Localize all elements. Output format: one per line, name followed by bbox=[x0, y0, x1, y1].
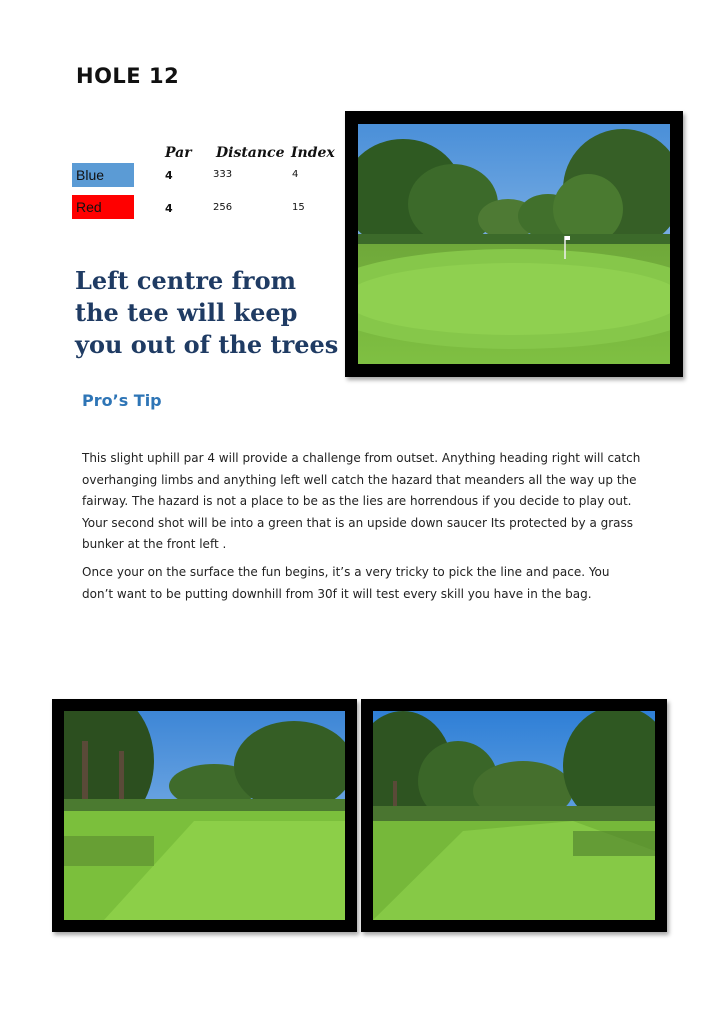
pros-tip-heading: Pro’s Tip bbox=[82, 391, 162, 410]
red-par: 4 bbox=[165, 202, 173, 215]
tee-label-red: Red bbox=[72, 195, 134, 219]
tee-photo-right-image bbox=[373, 711, 655, 920]
pros-tip-paragraph: This slight uphill par 4 will provide a challenge from outset. Anything heading right will catch overhanging limbs and anything left well catch the hazard that meanders all the way up the fairway. The hazard is not a place to be as the lies are horrendous if you decide to play out. Your second shot will be into a green that is an upside down saucer Its protected by a grass bunker at the front left . bbox=[82, 451, 641, 552]
column-header-index: Index bbox=[291, 145, 335, 161]
red-distance: 256 bbox=[213, 202, 233, 213]
hole-headline: Left centre from the tee will keep you out of the trees bbox=[75, 266, 339, 359]
photo-frame-right bbox=[361, 699, 667, 932]
column-header-par: Par bbox=[165, 145, 192, 161]
tee-label-blue: Blue bbox=[72, 163, 134, 187]
green-photo-image bbox=[358, 124, 670, 364]
tee-photo-left-image bbox=[64, 711, 345, 920]
column-header-distance: Distance bbox=[216, 145, 285, 161]
photo-frame-green bbox=[345, 111, 683, 377]
red-index: 15 bbox=[292, 202, 305, 213]
blue-index: 4 bbox=[292, 169, 299, 180]
tee-photo-right bbox=[373, 711, 655, 920]
blue-par: 4 bbox=[165, 169, 173, 182]
green-photo bbox=[358, 124, 670, 364]
blue-distance: 333 bbox=[213, 169, 233, 180]
photo-frame-left bbox=[52, 699, 357, 932]
pros-tip-paragraph: Once your on the surface the fun begins, it’s a very tricky to pick the line and pace. You don’t want to be putting downhill from 30f it will test every skill you have in the bag. bbox=[82, 565, 610, 601]
hole-title: HOLE 12 bbox=[76, 64, 180, 88]
tee-photo-left bbox=[64, 711, 345, 920]
